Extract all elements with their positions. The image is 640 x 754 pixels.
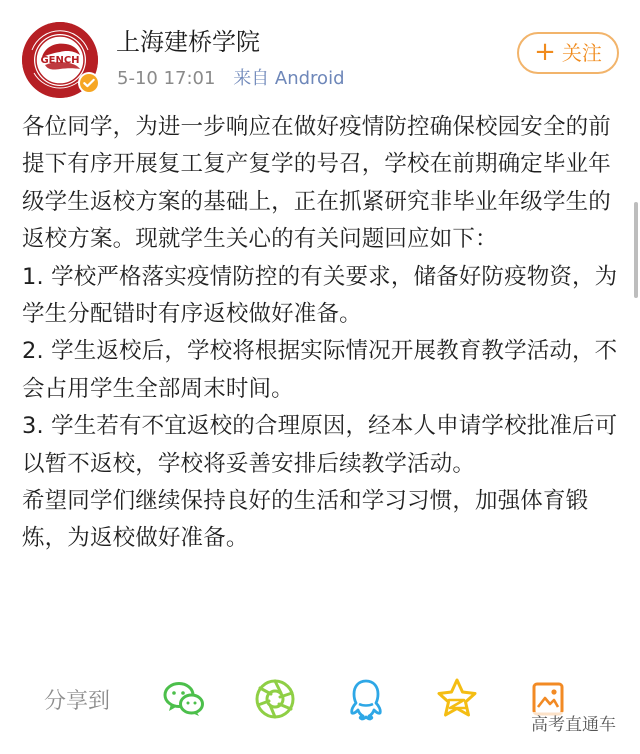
qzone-icon[interactable]: [434, 676, 480, 722]
share-label: 分享到: [44, 689, 111, 714]
post-paragraph-item-3: 3. 学生若有不宜返校的合理原因，经本人申请学校批准后可以暂不返校，学校将妥善安排后续教学活动。: [22, 413, 618, 477]
moments-icon[interactable]: [252, 676, 298, 722]
verified-badge: [78, 72, 100, 94]
verified-icon: [79, 73, 99, 93]
post-paragraph-intro: 各位同学，为进一步响应在做好疫情防控确保校园安全的前提下有序开展复工复产复学的号召，学校在前期确定毕业年级学生返校方案的基础上，正在抓紧研究非毕业年级学生的返校方案。现就学生关心的有关问题回应如下：: [22, 114, 611, 253]
avatar-logo-text: GENCH: [40, 55, 80, 66]
qq-icon[interactable]: [343, 676, 389, 722]
post-content: [22, 109, 618, 558]
wechat-icon[interactable]: [161, 676, 207, 722]
plus-icon: +: [534, 37, 556, 67]
share-bar: [0, 668, 640, 754]
account-name[interactable]: 上海建桥学院: [116, 28, 260, 56]
post-paragraph-closing: 希望同学们继续保持良好的生活和学习习惯，加强体育锻炼，为返校做好准备。: [22, 488, 589, 552]
post-source: 来自 Android: [233, 68, 345, 89]
post-header: [0, 0, 640, 110]
post-time: 5-10 17:01: [117, 68, 216, 89]
follow-label: 关注: [561, 41, 602, 65]
watermark: 高考直通车: [525, 712, 622, 738]
post-paragraph-item-1: 1. 学校严格落实疫情防控的有关要求，储备好防疫物资，为学生分配错时有序返校做好准备。: [22, 263, 618, 328]
post-paragraph-item-2: 2. 学生返校后，学校将根据实际情况开展教育教学活动，不会占用学生全部周末时间。: [22, 338, 618, 402]
scrollbar[interactable]: [634, 202, 638, 298]
post-meta: [117, 68, 345, 90]
follow-button[interactable]: [517, 32, 619, 74]
